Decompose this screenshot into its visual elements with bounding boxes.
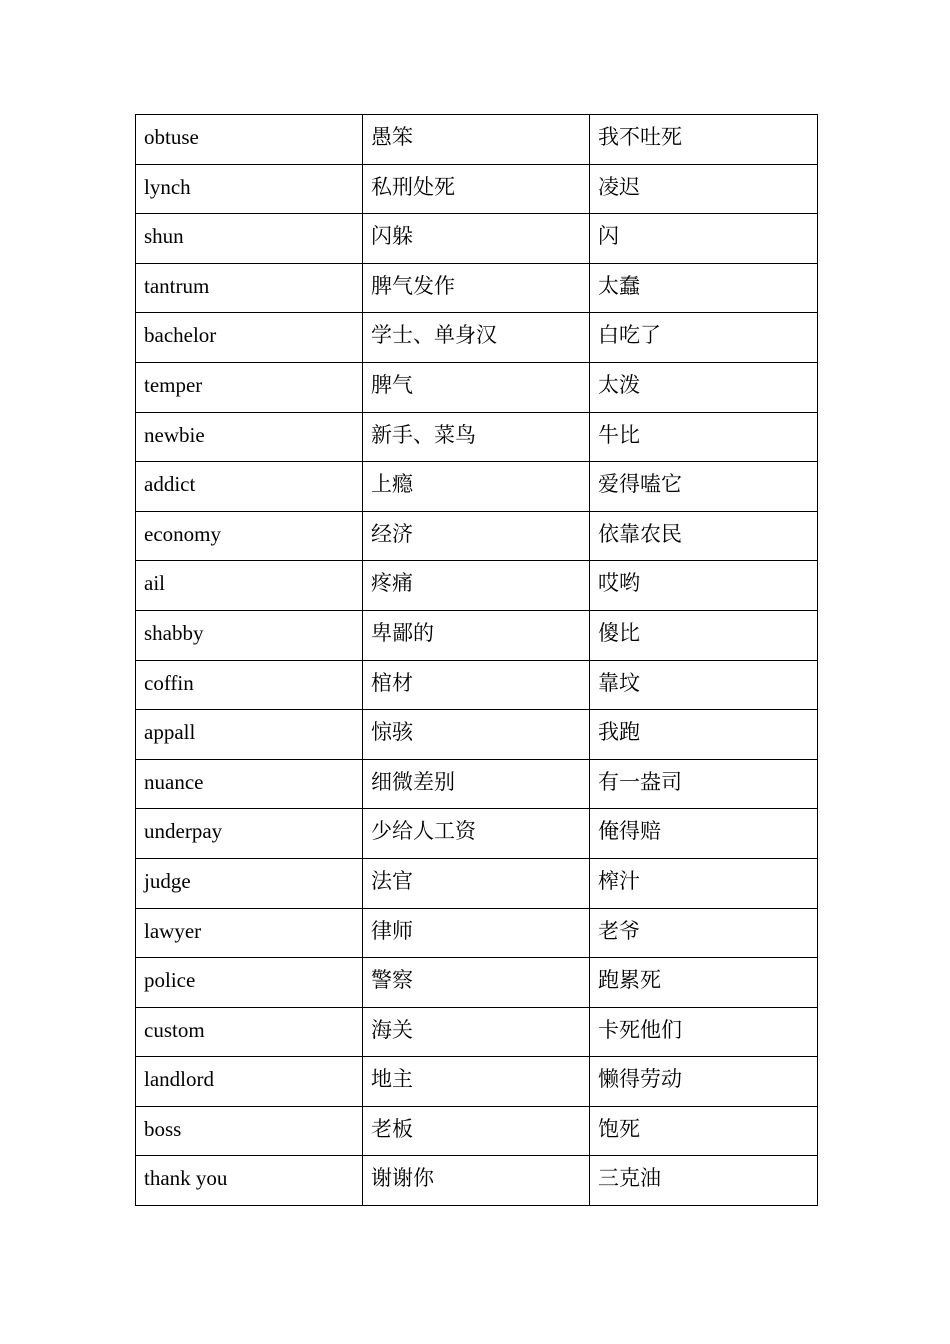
table-row bbox=[136, 858, 818, 908]
chinese-meaning: 卑鄙的 bbox=[371, 620, 434, 645]
english-word-cell bbox=[136, 809, 363, 859]
homophone-pun: 我跑 bbox=[598, 720, 640, 745]
pun-cell bbox=[590, 1106, 818, 1156]
chinese-meaning: 上瘾 bbox=[371, 472, 413, 497]
meaning-cell bbox=[363, 1057, 590, 1107]
homophone-pun: 跑累死 bbox=[598, 968, 661, 993]
meaning-cell bbox=[363, 115, 590, 165]
pun-cell bbox=[590, 313, 818, 363]
pun-cell bbox=[590, 908, 818, 958]
english-word: ail bbox=[144, 571, 165, 596]
meaning-cell bbox=[363, 858, 590, 908]
homophone-pun: 太蠢 bbox=[598, 273, 640, 298]
table-row bbox=[136, 660, 818, 710]
chinese-meaning: 谢谢你 bbox=[371, 1166, 434, 1191]
meaning-cell bbox=[363, 511, 590, 561]
pun-cell bbox=[590, 1057, 818, 1107]
chinese-meaning: 学士、单身汉 bbox=[371, 323, 497, 348]
pun-cell bbox=[590, 958, 818, 1008]
pun-cell bbox=[590, 511, 818, 561]
pun-cell bbox=[590, 660, 818, 710]
meaning-cell bbox=[363, 164, 590, 214]
english-word: lynch bbox=[144, 174, 191, 199]
english-word: shun bbox=[144, 224, 184, 249]
pun-cell bbox=[590, 462, 818, 512]
table-row bbox=[136, 263, 818, 313]
english-word-cell bbox=[136, 462, 363, 512]
english-word-cell bbox=[136, 1156, 363, 1206]
meaning-cell bbox=[363, 1156, 590, 1206]
english-word: police bbox=[144, 968, 196, 993]
homophone-pun: 闪 bbox=[598, 224, 619, 249]
table-row bbox=[136, 1057, 818, 1107]
table-row bbox=[136, 958, 818, 1008]
pun-cell bbox=[590, 759, 818, 809]
english-word: boss bbox=[144, 1116, 182, 1141]
chinese-meaning: 愚笨 bbox=[371, 125, 413, 149]
homophone-pun: 爱得嗑它 bbox=[598, 472, 682, 497]
english-word: shabby bbox=[144, 620, 204, 645]
homophone-pun: 三克油 bbox=[598, 1166, 661, 1191]
homophone-pun: 榨汁 bbox=[598, 868, 640, 893]
pun-cell bbox=[590, 1007, 818, 1057]
meaning-cell bbox=[363, 313, 590, 363]
meaning-cell bbox=[363, 214, 590, 264]
table-row bbox=[136, 908, 818, 958]
english-word: thank you bbox=[144, 1166, 228, 1191]
english-word-cell bbox=[136, 858, 363, 908]
homophone-pun: 有一盎司 bbox=[598, 769, 682, 794]
pun-cell bbox=[590, 710, 818, 760]
pun-cell bbox=[590, 561, 818, 611]
english-word: appall bbox=[144, 720, 196, 745]
chinese-meaning: 棺材 bbox=[371, 670, 413, 695]
pun-cell bbox=[590, 164, 818, 214]
english-word-cell bbox=[136, 1007, 363, 1057]
chinese-meaning: 私刑处死 bbox=[371, 174, 455, 199]
pun-cell bbox=[590, 1156, 818, 1206]
english-word: tantrum bbox=[144, 273, 210, 298]
english-word: bachelor bbox=[144, 323, 217, 348]
meaning-cell bbox=[363, 809, 590, 859]
chinese-meaning: 法官 bbox=[371, 868, 413, 893]
english-word-cell bbox=[136, 1106, 363, 1156]
table-row bbox=[136, 1156, 818, 1206]
meaning-cell bbox=[363, 1007, 590, 1057]
english-word-cell bbox=[136, 958, 363, 1008]
pun-cell bbox=[590, 858, 818, 908]
table-row bbox=[136, 313, 818, 363]
homophone-pun: 傻比 bbox=[598, 620, 640, 645]
english-word-cell bbox=[136, 561, 363, 611]
meaning-cell bbox=[363, 610, 590, 660]
english-word: custom bbox=[144, 1017, 205, 1042]
homophone-pun: 懒得劳动 bbox=[598, 1067, 682, 1092]
pun-cell bbox=[590, 412, 818, 462]
chinese-meaning: 细微差别 bbox=[371, 769, 455, 794]
homophone-pun: 饱死 bbox=[598, 1116, 640, 1141]
table-row bbox=[136, 759, 818, 809]
table-row bbox=[136, 610, 818, 660]
chinese-meaning: 海关 bbox=[371, 1017, 413, 1042]
table-row bbox=[136, 214, 818, 264]
homophone-pun: 依靠农民 bbox=[598, 521, 682, 546]
chinese-meaning: 警察 bbox=[371, 968, 413, 993]
chinese-meaning: 新手、菜鸟 bbox=[371, 422, 476, 447]
english-word: judge bbox=[144, 868, 191, 893]
english-word: temper bbox=[144, 372, 203, 397]
vocabulary-table-body bbox=[136, 115, 818, 1206]
english-word-cell bbox=[136, 313, 363, 363]
english-word: landlord bbox=[144, 1067, 214, 1092]
chinese-meaning: 惊骇 bbox=[371, 720, 413, 745]
english-word: nuance bbox=[144, 769, 204, 794]
table-row bbox=[136, 1106, 818, 1156]
pun-cell bbox=[590, 362, 818, 412]
meaning-cell bbox=[363, 462, 590, 512]
meaning-cell bbox=[363, 660, 590, 710]
table-row bbox=[136, 412, 818, 462]
english-word-cell bbox=[136, 759, 363, 809]
english-word-cell bbox=[136, 908, 363, 958]
pun-cell bbox=[590, 809, 818, 859]
meaning-cell bbox=[363, 958, 590, 1008]
english-word: obtuse bbox=[144, 125, 199, 149]
english-word-cell bbox=[136, 115, 363, 165]
chinese-meaning: 经济 bbox=[371, 521, 413, 546]
homophone-pun: 老爷 bbox=[598, 918, 640, 943]
chinese-meaning: 少给人工资 bbox=[371, 819, 476, 844]
meaning-cell bbox=[363, 908, 590, 958]
table-row bbox=[136, 809, 818, 859]
pun-cell bbox=[590, 214, 818, 264]
table-row bbox=[136, 561, 818, 611]
chinese-meaning: 地主 bbox=[371, 1067, 413, 1092]
meaning-cell bbox=[363, 1106, 590, 1156]
english-word-cell bbox=[136, 164, 363, 214]
meaning-cell bbox=[363, 412, 590, 462]
meaning-cell bbox=[363, 263, 590, 313]
english-word: coffin bbox=[144, 670, 194, 695]
table-row bbox=[136, 1007, 818, 1057]
meaning-cell bbox=[363, 362, 590, 412]
meaning-cell bbox=[363, 759, 590, 809]
table-row bbox=[136, 462, 818, 512]
english-word-cell bbox=[136, 412, 363, 462]
english-word-cell bbox=[136, 610, 363, 660]
english-word-cell bbox=[136, 214, 363, 264]
meaning-cell bbox=[363, 561, 590, 611]
homophone-pun: 哎哟 bbox=[598, 571, 640, 596]
homophone-pun: 太泼 bbox=[598, 372, 640, 397]
homophone-pun: 俺得赔 bbox=[598, 819, 661, 844]
english-word-cell bbox=[136, 660, 363, 710]
homophone-pun: 凌迟 bbox=[598, 174, 640, 199]
pun-cell bbox=[590, 610, 818, 660]
chinese-meaning: 脾气 bbox=[371, 372, 413, 397]
pun-cell bbox=[590, 263, 818, 313]
pun-cell bbox=[590, 115, 818, 165]
homophone-pun: 我不吐死 bbox=[598, 125, 682, 149]
chinese-meaning: 脾气发作 bbox=[371, 273, 455, 298]
chinese-meaning: 闪躲 bbox=[371, 224, 413, 249]
chinese-meaning: 疼痛 bbox=[371, 571, 413, 596]
english-word-cell bbox=[136, 511, 363, 561]
vocabulary-table bbox=[135, 114, 818, 1206]
homophone-pun: 卡死他们 bbox=[598, 1017, 682, 1042]
english-word: addict bbox=[144, 472, 196, 497]
homophone-pun: 牛比 bbox=[598, 422, 640, 447]
english-word-cell bbox=[136, 362, 363, 412]
homophone-pun: 白吃了 bbox=[598, 323, 661, 348]
table-row bbox=[136, 710, 818, 760]
table-row bbox=[136, 511, 818, 561]
english-word: lawyer bbox=[144, 918, 202, 943]
english-word-cell bbox=[136, 1057, 363, 1107]
english-word-cell bbox=[136, 710, 363, 760]
meaning-cell bbox=[363, 710, 590, 760]
table-row bbox=[136, 362, 818, 412]
table-row bbox=[136, 164, 818, 214]
english-word: underpay bbox=[144, 819, 223, 844]
homophone-pun: 靠坟 bbox=[598, 670, 640, 695]
english-word: economy bbox=[144, 521, 221, 546]
chinese-meaning: 律师 bbox=[371, 918, 413, 943]
chinese-meaning: 老板 bbox=[371, 1116, 413, 1141]
english-word: newbie bbox=[144, 422, 205, 447]
english-word-cell bbox=[136, 263, 363, 313]
table-row bbox=[136, 115, 818, 165]
